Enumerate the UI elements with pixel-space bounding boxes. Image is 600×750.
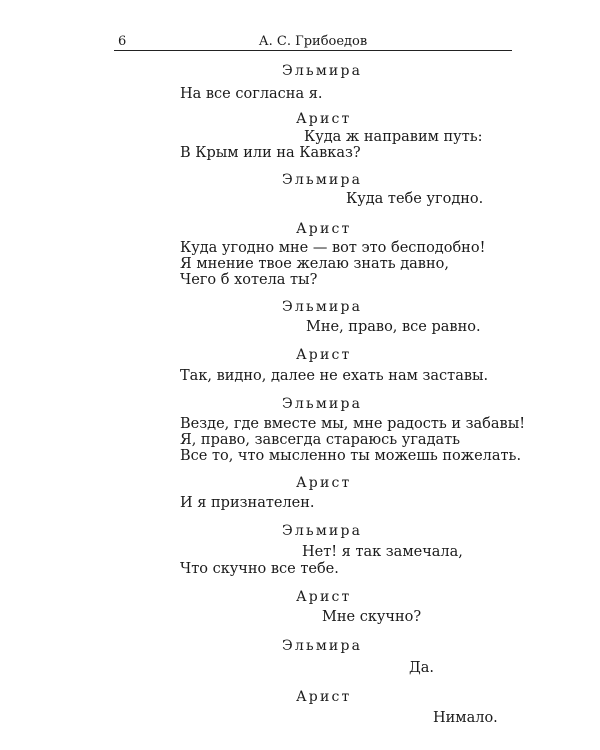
speaker-name: Эльмира <box>282 63 363 79</box>
verse-line: В Крым или на Кавказ? <box>180 145 361 161</box>
verse-line: Так, видно, далее не ехать нам заставы. <box>180 368 489 384</box>
verse-line: Везде, где вместе мы, мне радость и забавы! <box>180 416 526 432</box>
verse-line: Чего б хотела ты? <box>180 272 318 288</box>
verse-line: На все согласна я. <box>180 86 323 102</box>
speaker-name: Эльмира <box>282 523 363 539</box>
verse-line: Мне скучно? <box>322 609 422 625</box>
page-header <box>114 30 512 50</box>
verse-line: Я мнение твое желаю знать давно, <box>180 256 449 272</box>
verse-line: Что скучно все тебе. <box>180 561 339 577</box>
verse-line: Куда тебе угодно. <box>346 191 484 207</box>
verse-line: Да. <box>409 660 435 676</box>
speaker-name: Арист <box>296 347 352 363</box>
verse-line: Я, право, завсегда стараюсь угадать <box>180 432 461 448</box>
speaker-name: Арист <box>296 589 352 605</box>
verse-line: Все то, что мысленно ты можешь пожелать. <box>180 448 522 464</box>
speaker-name: Арист <box>296 475 352 491</box>
verse-line: Куда угодно мне — вот это бесподобно! <box>180 240 486 256</box>
verse-line: Мне, право, все равно. <box>306 319 481 335</box>
speaker-name: Арист <box>296 111 352 127</box>
running-title: А. С. Грибоедов <box>258 34 368 49</box>
speaker-name: Эльмира <box>282 396 363 412</box>
verse-line: Нимало. <box>433 710 498 726</box>
speaker-name: Арист <box>296 689 352 705</box>
page-number: 6 <box>118 34 127 49</box>
verse-line: Куда ж направим путь: <box>304 129 483 145</box>
verse-line: Нет! я так замечала, <box>302 544 463 560</box>
speaker-name: Арист <box>296 221 352 237</box>
verse-line: И я признателен. <box>180 495 315 511</box>
speaker-name: Эльмира <box>282 299 363 315</box>
speaker-name: Эльмира <box>282 172 363 188</box>
speaker-name: Эльмира <box>282 638 363 654</box>
header-rule <box>114 50 512 51</box>
